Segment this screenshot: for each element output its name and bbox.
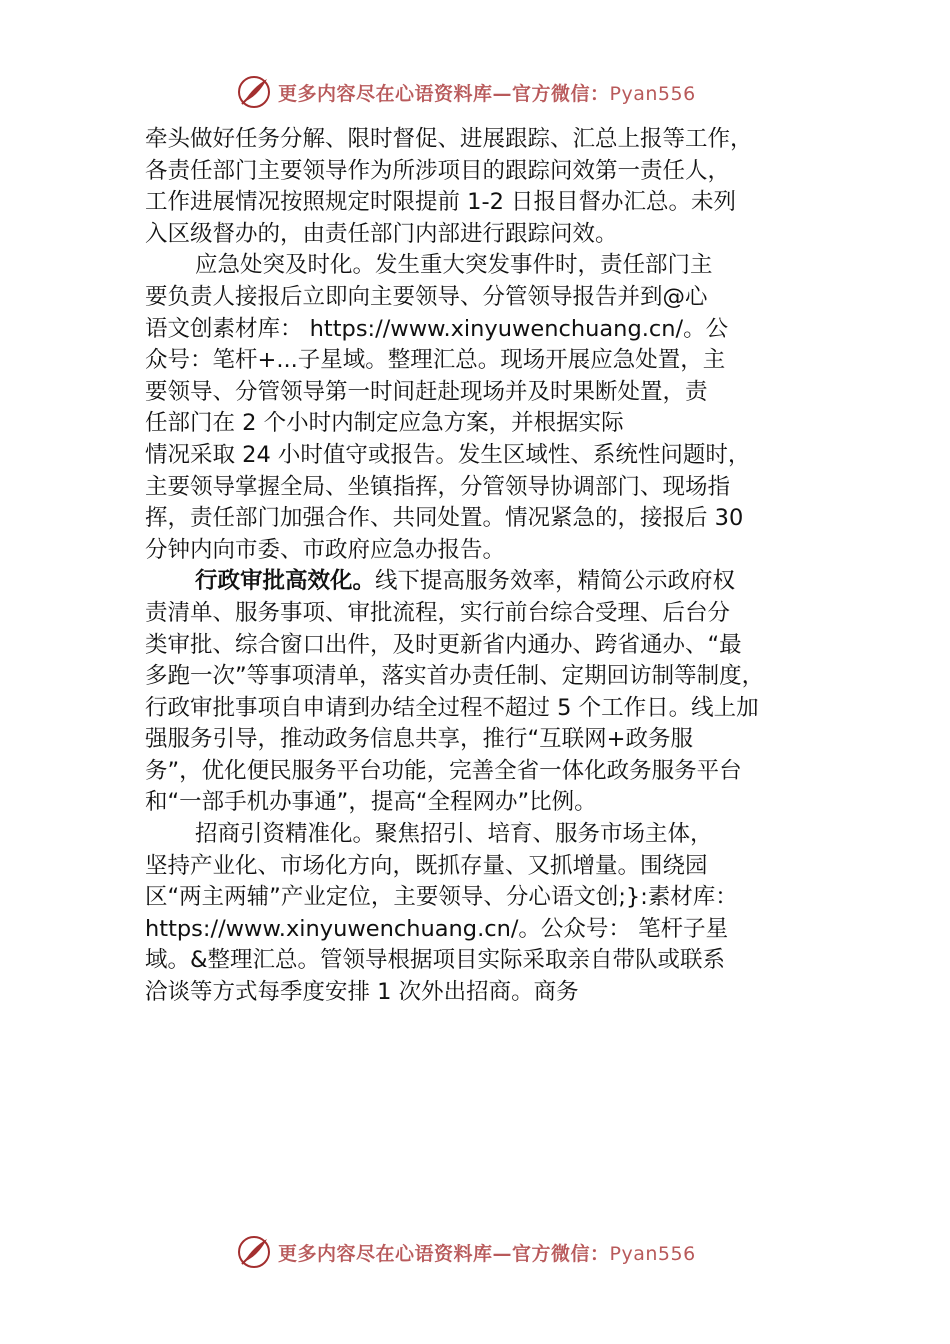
text-line: 任部门在 2 个小时内制定应急方案，并根据实际 [145, 410, 624, 437]
banner-label: 更多内容尽在心语资料库—官方微信： [278, 82, 610, 105]
text-line: 入区级督办的，由责任部门内部进行跟踪问效。 [145, 220, 618, 247]
text-line: 分钟内向市委、市政府应急办报告。 [145, 536, 506, 563]
quill-logo-icon [236, 74, 272, 110]
banner-wechat-id: Pyan556 [609, 1242, 696, 1265]
text-line: 要负责人接报后立即向主要领导、分管领导报告并到@心 [145, 283, 708, 310]
text-line: 类审批、综合窗口出件，及时更新省内通办、跨省通办、“最 [145, 631, 742, 658]
bold-heading: 行政审批高效化。 [195, 568, 376, 595]
text-line: 挥，责任部门加强合作、共同处置。情况紧急的，接报后 30 [145, 505, 744, 532]
text-line: 语文创素材库： https://www.xinyuwenchuang.cn/。公 [145, 315, 729, 342]
banner-text [278, 79, 696, 106]
text-line: 责清单、服务事项、审批流程，实行前台综合受理、后台分 [145, 599, 731, 626]
text-line: 各责任部门主要领导作为所涉项目的跟踪问效第一责任人， [145, 157, 731, 184]
text-line: 情况采取 24 小时值守或报告。发生区域性、系统性问题时， [145, 441, 751, 468]
text-line: 强服务引导，推动政务信息共享，推行“互联网+政务服 [145, 726, 694, 753]
text-line: 务”，优化便民服务平台功能，完善全省一体化政务服务平台 [145, 757, 742, 784]
text-line: 主要领导掌握全局、坐镇指挥，分管领导协调部门、现场指 [145, 473, 731, 500]
paragraph-start-line: 招商引资精准化。聚焦招引、培育、服务市场主体， [195, 821, 713, 848]
text-line: 域。&整理汇总。管领导根据项目实际采取亲自带队或联系 [145, 947, 726, 974]
text-line: 多跑一次”等事项清单，落实首办责任制、定期回访制等制度， [145, 663, 765, 690]
text-line: 洽谈等方式每季度安排 1 次外出招商。商务 [145, 979, 579, 1006]
text-run: 线下提高服务效率，精简公示政府权 [375, 568, 736, 595]
banner-label: 更多内容尽在心语资料库—官方微信： [278, 1242, 610, 1265]
text-line: 区“两主两辅”产业定位，主要领导、分心语文创;}:素材库： [145, 884, 738, 911]
text-line: 和“一部手机办事通”，提高“全程网办”比例。 [145, 789, 597, 816]
banner-wechat-id: Pyan556 [609, 82, 696, 105]
text-line: 要领导、分管领导第一时间赶赴现场并及时果断处置，责 [145, 378, 708, 405]
header-banner [236, 72, 736, 112]
text-line: 牵头做好任务分解、限时督促、进展跟踪、汇总上报等工作， [145, 126, 753, 152]
document-body [145, 124, 815, 1009]
footer-banner [236, 1232, 736, 1272]
banner-text [278, 1239, 696, 1266]
text-line: 行政审批事项自申请到办结全过程不超过 5 个工作日。线上加 [145, 694, 759, 721]
quill-logo-icon [236, 1234, 272, 1270]
text-line: 坚持产业化、市场化方向，既抓存量、又抓增量。围绕园 [145, 852, 708, 879]
text-line: https://www.xinyuwenchuang.cn/。公众号： 笔杆子星 [145, 915, 729, 942]
paragraph-start-line: 应急处突及时化。发生重大突发事件时，责任部门主 [195, 252, 713, 279]
paragraph-start-line [145, 566, 815, 598]
text-line: 众号：笔杆+...子星域。整理汇总。现场开展应急处置，主 [145, 347, 726, 374]
text-line: 工作进展情况按照规定时限提前 1-2 日报目督办汇总。未列 [145, 189, 737, 216]
